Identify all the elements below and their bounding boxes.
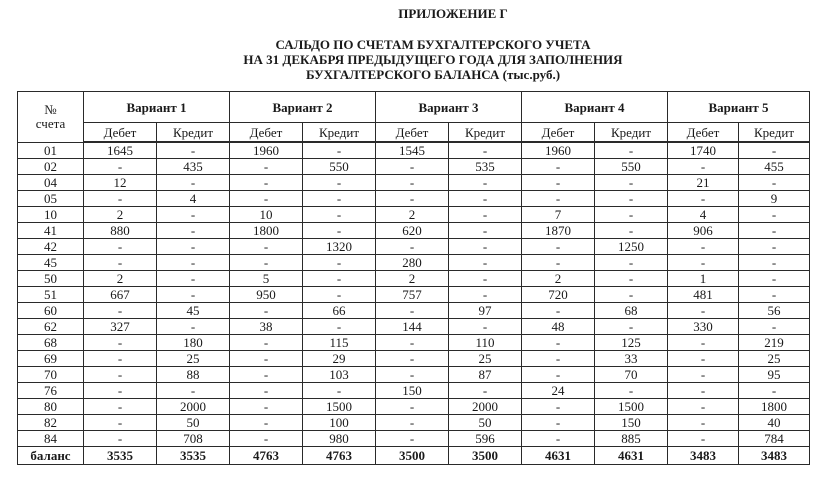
debit-column-header: Дебет — [84, 123, 157, 143]
credit-cell: - — [303, 175, 376, 191]
credit-cell: - — [739, 383, 810, 399]
debit-cell: - — [230, 383, 303, 399]
credit-cell: - — [595, 223, 668, 239]
table-row — [18, 175, 810, 191]
debit-cell: 3483 — [668, 447, 739, 465]
credit-cell: - — [157, 223, 230, 239]
account-number-cell: 45 — [18, 255, 84, 271]
debit-cell: - — [376, 415, 449, 431]
table-row — [18, 303, 810, 319]
credit-cell: 180 — [157, 335, 230, 351]
debit-cell: - — [230, 303, 303, 319]
debit-cell: 4631 — [522, 447, 595, 465]
debit-cell: 10 — [230, 207, 303, 223]
table-row — [18, 335, 810, 351]
debit-cell: 2 — [376, 271, 449, 287]
debit-cell: - — [84, 431, 157, 447]
document-title-line-3: БУХГАЛТЕРСКОГО БАЛАНСА (тыс.руб.) — [305, 67, 561, 82]
credit-cell: 95 — [739, 367, 810, 383]
variant-header: Вариант 5 — [668, 92, 810, 123]
credit-cell: 535 — [449, 159, 522, 175]
credit-cell: 550 — [303, 159, 376, 175]
debit-cell: - — [84, 383, 157, 399]
debit-column-header: Дебет — [668, 123, 739, 143]
table-row — [18, 255, 810, 271]
credit-cell: 56 — [739, 303, 810, 319]
debit-cell: - — [84, 303, 157, 319]
credit-cell: - — [157, 383, 230, 399]
debit-cell: - — [230, 159, 303, 175]
credit-cell: 110 — [449, 335, 522, 351]
credit-cell: 25 — [157, 351, 230, 367]
credit-cell: - — [739, 255, 810, 271]
debit-cell: 12 — [84, 175, 157, 191]
debit-cell: 4 — [668, 207, 739, 223]
debit-cell: - — [668, 255, 739, 271]
debit-cell: - — [376, 367, 449, 383]
debit-cell: - — [84, 335, 157, 351]
debit-cell: - — [668, 367, 739, 383]
variant-header: Вариант 2 — [230, 92, 376, 123]
credit-cell: 1250 — [595, 239, 668, 255]
debit-cell: 1960 — [230, 142, 303, 159]
debit-cell: - — [668, 415, 739, 431]
credit-cell: 455 — [739, 159, 810, 175]
debit-cell: 3535 — [84, 447, 157, 465]
credit-cell: 1320 — [303, 239, 376, 255]
debit-cell: - — [522, 367, 595, 383]
credit-cell: 29 — [303, 351, 376, 367]
account-number-cell: 51 — [18, 287, 84, 303]
credit-cell: 100 — [303, 415, 376, 431]
debit-cell: - — [668, 399, 739, 415]
credit-cell: - — [449, 223, 522, 239]
credit-cell: - — [595, 255, 668, 271]
account-number-cell: 10 — [18, 207, 84, 223]
credit-cell: 125 — [595, 335, 668, 351]
debit-cell: - — [376, 239, 449, 255]
debit-cell: - — [230, 399, 303, 415]
debit-cell: - — [668, 191, 739, 207]
credit-cell: 3500 — [449, 447, 522, 465]
credit-cell: 115 — [303, 335, 376, 351]
table-row — [18, 399, 810, 415]
credit-cell: 97 — [449, 303, 522, 319]
credit-cell: - — [303, 142, 376, 159]
debit-cell: 150 — [376, 383, 449, 399]
credit-cell: - — [157, 255, 230, 271]
credit-cell: 150 — [595, 415, 668, 431]
debit-cell: 720 — [522, 287, 595, 303]
document-title-line-1: САЛЬДО ПО СЧЕТАМ БУХГАЛТЕРСКОГО УЧЕТА — [275, 37, 591, 52]
variant-header: Вариант 1 — [84, 92, 230, 123]
debit-cell: - — [230, 415, 303, 431]
debit-cell: - — [668, 431, 739, 447]
table-row — [18, 319, 810, 335]
debit-cell: - — [376, 191, 449, 207]
debit-cell: - — [84, 367, 157, 383]
credit-cell: - — [449, 191, 522, 207]
credit-column-header: Кредит — [595, 123, 668, 143]
credit-cell: 103 — [303, 367, 376, 383]
debit-cell: - — [376, 351, 449, 367]
debit-cell: - — [230, 351, 303, 367]
debit-cell: - — [84, 159, 157, 175]
credit-cell: - — [303, 383, 376, 399]
account-number-cell: 05 — [18, 191, 84, 207]
credit-cell: - — [449, 319, 522, 335]
credit-cell: - — [739, 271, 810, 287]
credit-cell: 50 — [449, 415, 522, 431]
debit-cell: 906 — [668, 223, 739, 239]
credit-cell: - — [449, 287, 522, 303]
credit-cell: - — [739, 223, 810, 239]
debit-cell: - — [230, 431, 303, 447]
debit-cell: 24 — [522, 383, 595, 399]
document-title-line-2: НА 31 ДЕКАБРЯ ПРЕДЫДУЩЕГО ГОДА ДЛЯ ЗАПОЛНЕНИЯ — [243, 52, 623, 67]
credit-cell: 3535 — [157, 447, 230, 465]
credit-cell: 2000 — [157, 399, 230, 415]
credit-cell: - — [449, 142, 522, 159]
credit-cell: 885 — [595, 431, 668, 447]
debit-cell: - — [522, 239, 595, 255]
debit-cell: 1545 — [376, 142, 449, 159]
credit-cell: 66 — [303, 303, 376, 319]
credit-cell: 596 — [449, 431, 522, 447]
debit-cell: 481 — [668, 287, 739, 303]
debit-cell: - — [84, 239, 157, 255]
credit-cell: - — [595, 191, 668, 207]
debit-cell: 4763 — [230, 447, 303, 465]
debit-cell: - — [668, 239, 739, 255]
debit-cell: - — [522, 255, 595, 271]
account-number-cell: 76 — [18, 383, 84, 399]
variant-header: Вариант 3 — [376, 92, 522, 123]
debit-cell: - — [84, 191, 157, 207]
table-row — [18, 415, 810, 431]
debit-cell: - — [230, 239, 303, 255]
credit-column-header: Кредит — [303, 123, 376, 143]
credit-column-header: Кредит — [157, 123, 230, 143]
debit-cell: 950 — [230, 287, 303, 303]
credit-column-header: Кредит — [739, 123, 810, 143]
table-row — [18, 383, 810, 399]
debit-cell: 880 — [84, 223, 157, 239]
credit-cell: 4631 — [595, 447, 668, 465]
credit-cell: - — [739, 319, 810, 335]
account-number-cell: 04 — [18, 175, 84, 191]
debit-cell: 1740 — [668, 142, 739, 159]
credit-cell: - — [595, 142, 668, 159]
account-number-cell: 50 — [18, 271, 84, 287]
debit-cell: - — [376, 303, 449, 319]
account-header-number-sign: № — [44, 101, 57, 117]
debit-cell: - — [84, 351, 157, 367]
debit-cell: 1645 — [84, 142, 157, 159]
account-number-cell: 84 — [18, 431, 84, 447]
debit-cell: - — [376, 335, 449, 351]
account-number-cell: 69 — [18, 351, 84, 367]
credit-cell: 40 — [739, 415, 810, 431]
table-row — [18, 287, 810, 303]
debit-cell: 2 — [376, 207, 449, 223]
debit-cell: - — [376, 175, 449, 191]
credit-cell: 25 — [449, 351, 522, 367]
credit-cell: 68 — [595, 303, 668, 319]
debit-cell: 48 — [522, 319, 595, 335]
credit-cell: 1500 — [595, 399, 668, 415]
debit-cell: - — [522, 335, 595, 351]
debit-cell: 2 — [84, 271, 157, 287]
debit-cell: - — [522, 431, 595, 447]
table-row — [18, 159, 810, 175]
debit-cell: - — [376, 431, 449, 447]
debit-cell: 144 — [376, 319, 449, 335]
credit-cell: - — [303, 191, 376, 207]
credit-cell: - — [157, 207, 230, 223]
debit-cell: - — [668, 335, 739, 351]
account-number-cell: 68 — [18, 335, 84, 351]
credit-cell: - — [595, 319, 668, 335]
debit-cell: 1870 — [522, 223, 595, 239]
credit-cell: 1500 — [303, 399, 376, 415]
account-number-cell: 41 — [18, 223, 84, 239]
debit-cell: - — [230, 335, 303, 351]
account-header-label: счета — [35, 115, 66, 131]
debit-cell: 330 — [668, 319, 739, 335]
credit-cell: - — [449, 271, 522, 287]
credit-cell: - — [157, 239, 230, 255]
credit-cell: 784 — [739, 431, 810, 447]
debit-cell: - — [84, 399, 157, 415]
credit-cell: - — [157, 175, 230, 191]
debit-column-header: Дебет — [230, 123, 303, 143]
debit-cell: 327 — [84, 319, 157, 335]
table-row — [18, 367, 810, 383]
credit-cell: 435 — [157, 159, 230, 175]
account-balances-table — [17, 91, 810, 465]
debit-cell: - — [522, 415, 595, 431]
credit-cell: - — [449, 207, 522, 223]
credit-cell: - — [739, 287, 810, 303]
credit-cell: 219 — [739, 335, 810, 351]
credit-cell: - — [739, 207, 810, 223]
debit-cell: 1800 — [230, 223, 303, 239]
credit-cell: - — [595, 271, 668, 287]
credit-cell: - — [303, 287, 376, 303]
credit-cell: - — [157, 287, 230, 303]
credit-cell: 87 — [449, 367, 522, 383]
debit-cell: 620 — [376, 223, 449, 239]
table-row — [18, 351, 810, 367]
credit-cell: - — [449, 175, 522, 191]
debit-cell: 1960 — [522, 142, 595, 159]
table-row — [18, 191, 810, 207]
credit-cell: - — [449, 255, 522, 271]
account-number-cell: 42 — [18, 239, 84, 255]
credit-cell: - — [303, 319, 376, 335]
table-row — [18, 271, 810, 287]
appendix-label: ПРИЛОЖЕНИЕ Г — [398, 6, 508, 21]
table-row — [18, 207, 810, 223]
account-number-cell: 82 — [18, 415, 84, 431]
debit-cell: - — [522, 175, 595, 191]
credit-cell: - — [157, 271, 230, 287]
debit-cell: 280 — [376, 255, 449, 271]
debit-cell: 2 — [522, 271, 595, 287]
credit-cell: - — [739, 142, 810, 159]
credit-cell: - — [595, 287, 668, 303]
table-row — [18, 239, 810, 255]
debit-cell: - — [522, 351, 595, 367]
credit-cell: - — [157, 142, 230, 159]
debit-cell: - — [668, 383, 739, 399]
credit-cell: 550 — [595, 159, 668, 175]
debit-cell: - — [522, 191, 595, 207]
credit-cell: - — [449, 239, 522, 255]
debit-cell: - — [522, 399, 595, 415]
credit-cell: 4 — [157, 191, 230, 207]
credit-cell: - — [303, 223, 376, 239]
debit-cell: - — [668, 159, 739, 175]
total-label: баланс — [18, 447, 84, 465]
debit-cell: - — [376, 399, 449, 415]
debit-cell: 38 — [230, 319, 303, 335]
account-number-cell: 01 — [18, 142, 84, 159]
debit-cell: - — [230, 191, 303, 207]
debit-cell: - — [668, 351, 739, 367]
credit-cell: - — [303, 271, 376, 287]
table-row — [18, 431, 810, 447]
credit-cell: 1800 — [739, 399, 810, 415]
account-number-cell: 60 — [18, 303, 84, 319]
debit-cell: 5 — [230, 271, 303, 287]
account-number-header — [18, 92, 84, 143]
credit-cell: - — [595, 383, 668, 399]
credit-cell: - — [595, 207, 668, 223]
credit-cell: 3483 — [739, 447, 810, 465]
debit-cell: 2 — [84, 207, 157, 223]
credit-cell: 4763 — [303, 447, 376, 465]
debit-cell: - — [84, 415, 157, 431]
account-number-cell: 80 — [18, 399, 84, 415]
debit-column-header: Дебет — [522, 123, 595, 143]
credit-cell: 2000 — [449, 399, 522, 415]
credit-cell: - — [449, 383, 522, 399]
debit-cell: - — [668, 303, 739, 319]
debit-cell: - — [522, 159, 595, 175]
table-row — [18, 223, 810, 239]
account-number-cell: 02 — [18, 159, 84, 175]
table-row — [18, 142, 810, 159]
total-row — [18, 447, 810, 465]
credit-column-header: Кредит — [449, 123, 522, 143]
credit-cell: 50 — [157, 415, 230, 431]
account-number-cell: 62 — [18, 319, 84, 335]
debit-cell: 757 — [376, 287, 449, 303]
credit-cell: 33 — [595, 351, 668, 367]
account-number-cell: 70 — [18, 367, 84, 383]
variant-header: Вариант 4 — [522, 92, 668, 123]
debit-cell: 1 — [668, 271, 739, 287]
debit-cell: - — [230, 367, 303, 383]
credit-cell: - — [595, 175, 668, 191]
debit-cell: - — [230, 255, 303, 271]
credit-cell: - — [739, 175, 810, 191]
debit-cell: 7 — [522, 207, 595, 223]
debit-cell: - — [230, 175, 303, 191]
debit-cell: - — [522, 303, 595, 319]
credit-cell: - — [739, 239, 810, 255]
credit-cell: 9 — [739, 191, 810, 207]
debit-cell: 3500 — [376, 447, 449, 465]
debit-column-header: Дебет — [376, 123, 449, 143]
debit-cell: - — [376, 159, 449, 175]
credit-cell: 25 — [739, 351, 810, 367]
debit-cell: 667 — [84, 287, 157, 303]
credit-cell: 980 — [303, 431, 376, 447]
credit-cell: 70 — [595, 367, 668, 383]
credit-cell: 88 — [157, 367, 230, 383]
credit-cell: - — [303, 207, 376, 223]
debit-cell: - — [84, 255, 157, 271]
debit-cell: 21 — [668, 175, 739, 191]
credit-cell: 708 — [157, 431, 230, 447]
credit-cell: - — [303, 255, 376, 271]
credit-cell: - — [157, 319, 230, 335]
credit-cell: 45 — [157, 303, 230, 319]
